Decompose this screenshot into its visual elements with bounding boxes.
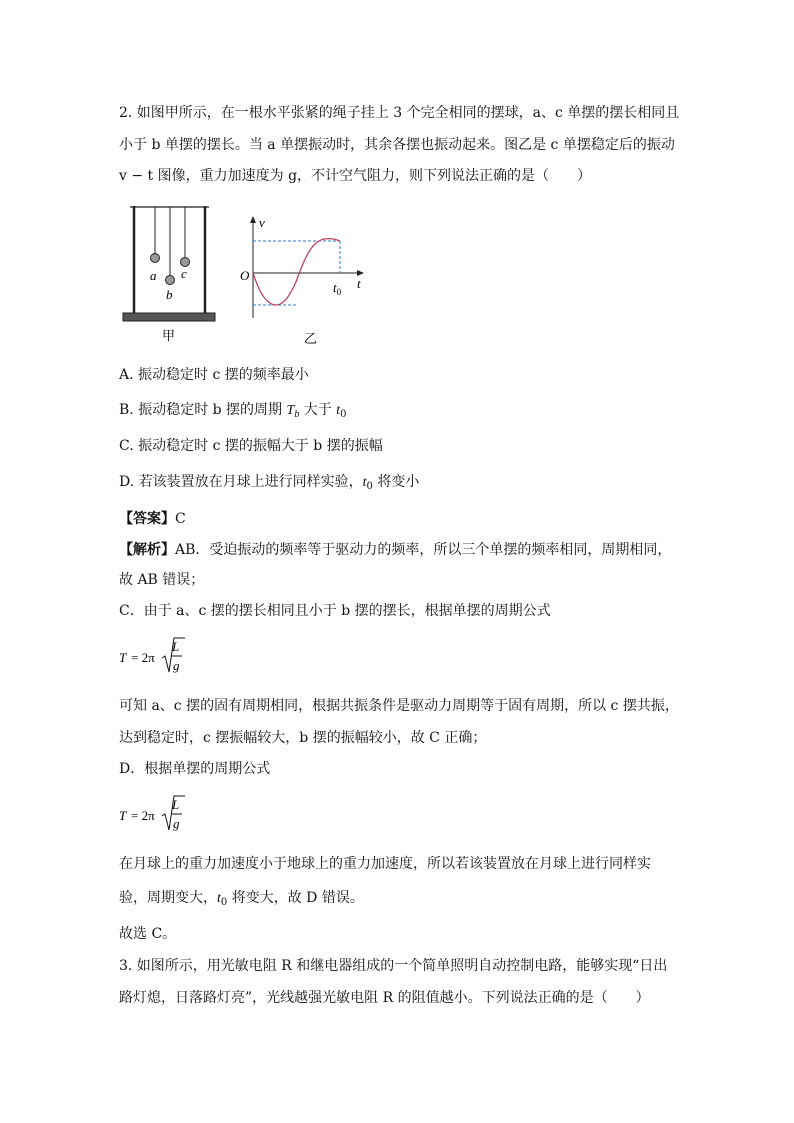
q2-stem-line-1: 2. 如图甲所示，在一根水平张紧的绳子挂上 3 个完全相同的摆球，a、c 单摆的摆长相同且 xyxy=(119,105,680,121)
caption-yi: 乙 xyxy=(304,331,318,346)
analysis-line-2: 故 AB 错误； xyxy=(119,572,205,588)
svg-text:T: T xyxy=(119,808,127,823)
option-a: A. 振动稳定时 c 摆的频率最小 xyxy=(119,367,309,383)
axis-v-label: v xyxy=(259,215,265,230)
label-b: b xyxy=(166,287,173,302)
analysis-line-4: 可知 a、c 摆的固有周期相同，根据共振条件是驱动力周期等于固有周期，所以 c 摆共振， xyxy=(119,698,679,714)
svg-text:g: g xyxy=(173,658,180,673)
analysis-line-6: D．根据单摆的周期公式 xyxy=(119,761,271,777)
svg-text:T: T xyxy=(119,650,127,665)
svg-text:= 2π: = 2π xyxy=(131,650,155,665)
analysis-line-3: C．由于 a、c 摆的摆长相同且小于 b 摆的摆长，根据单摆的周期公式 xyxy=(119,603,551,619)
option-d: D. 若该装置放在月球上进行同样实验，$t_0$ 将变小 xyxy=(119,474,420,492)
pendulum-ball-b xyxy=(166,276,175,285)
q3-stem-line-1: 3. 如图所示，用光敏电阻 R 和继电器组成的一个简单照明自动控制电路，能够实现“日出 xyxy=(119,958,668,974)
analysis-line-5: 达到稳定时，c 摆振幅较大，b 摆的振幅较小，故 C 正确； xyxy=(119,730,487,746)
svg-text:L: L xyxy=(172,639,180,654)
label-a: a xyxy=(150,268,157,283)
analysis-line-1: 【解析】AB．受迫振动的频率等于驱动力的频率，所以三个单摆的频率相同，周期相同， xyxy=(119,542,672,558)
svg-text:g: g xyxy=(173,816,180,831)
period-formula-1 xyxy=(119,634,209,678)
origin-label: O xyxy=(240,268,250,283)
pendulum-figure xyxy=(120,198,220,348)
axis-t-label: t xyxy=(357,276,361,291)
label-c: c xyxy=(181,266,187,281)
svg-text:L: L xyxy=(172,797,180,812)
q2-stem-line-2: 小于 b 单摆的摆长。当 a 单摆振动时，其余各摆也振动起来。图乙是 c 单摆稳定后的振动 xyxy=(119,137,675,153)
analysis-line-9: 故选 C。 xyxy=(119,926,177,942)
vt-graph xyxy=(236,210,376,350)
q2-stem-line-3: v − t 图像，重力加速度为 g，不计空气阻力，则下列说法正确的是（ ） xyxy=(119,168,592,184)
pendulum-ball-a xyxy=(151,254,160,263)
q3-stem-line-2: 路灯熄，日落路灯亮”，光线越强光敏电阻 R 的阻值越小。下列说法正确的是（ ） xyxy=(119,990,650,1006)
analysis-line-7: 在月球上的重力加速度小于地球上的重力加速度，所以若该装置放在月球上进行同样实 xyxy=(119,856,651,872)
velocity-curve xyxy=(253,239,340,305)
answer-line: 【答案】C xyxy=(119,511,186,527)
period-formula-2 xyxy=(119,792,209,836)
svg-text:= 2π: = 2π xyxy=(131,808,155,823)
option-b: B. 振动稳定时 b 摆的周期 $T_b$ 大于 $t_0$ xyxy=(119,402,347,420)
analysis-line-8: 验，周期变大，$t_0$ 将变大，故 D 错误。 xyxy=(119,890,364,908)
option-c: C. 振动稳定时 c 摆的振幅大于 b 摆的振幅 xyxy=(119,438,383,454)
caption-jia: 甲 xyxy=(162,328,176,343)
t0-label: $t_0$ xyxy=(333,280,342,297)
